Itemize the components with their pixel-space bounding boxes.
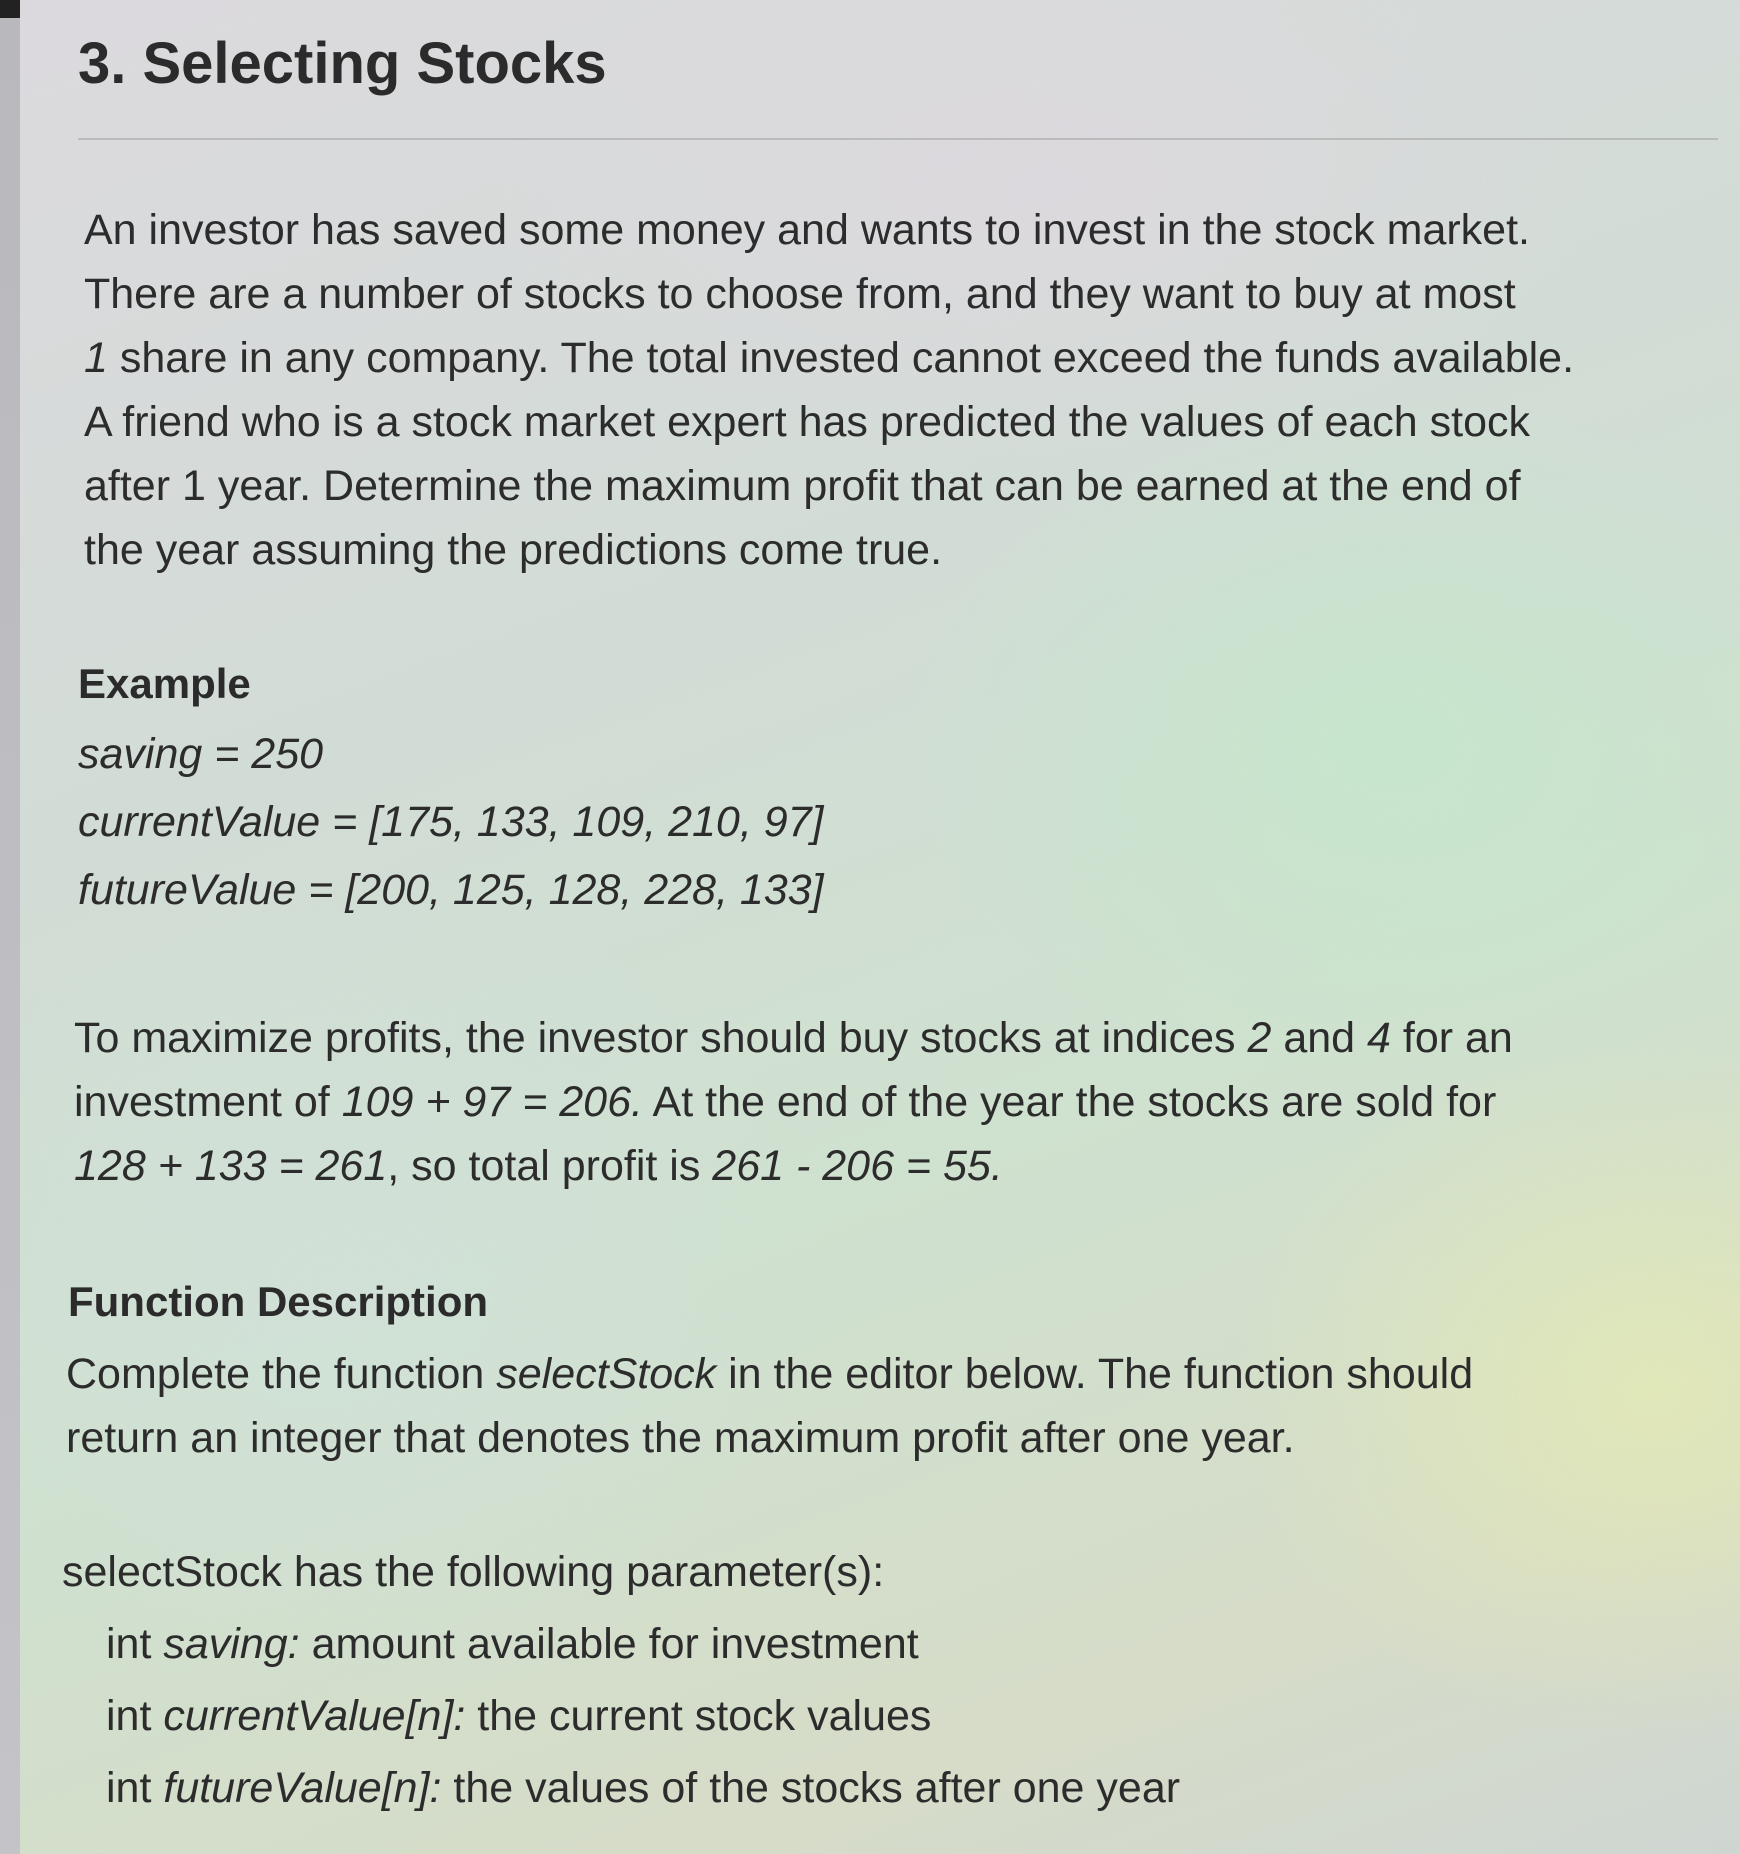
function-description-text <box>66 1342 1726 1470</box>
example-explanation <box>74 1006 1734 1198</box>
problem-intro <box>84 198 1740 582</box>
parameter-item: int saving: amount available for investment <box>106 1620 919 1668</box>
example-future-value: futureValue = [200, 125, 128, 228, 133] <box>78 866 824 914</box>
parameter-name: saving: <box>163 1620 300 1668</box>
parameters-intro: selectStock has the following parameter(s): <box>62 1548 885 1596</box>
explanation-line-1: To maximize profits, the investor should buy stocks at indices 2 and 4 for an <box>74 1014 1513 1062</box>
function-name: selectStock <box>496 1350 717 1398</box>
parameter-item: int currentValue[n]: the current stock values <box>106 1692 932 1740</box>
problem-title: 3. Selecting Stocks <box>78 31 607 96</box>
function-description-line-2: return an integer that denotes the maximum profit after one year. <box>66 1414 1295 1462</box>
left-edge-bar <box>0 0 20 1854</box>
intro-line-1: An investor has saved some money and wants to invest in the stock market. <box>84 206 1530 254</box>
intro-line-5: after 1 year. Determine the maximum profit that can be earned at the end of <box>84 462 1521 510</box>
intro-line-6: the year assuming the predictions come true. <box>84 526 943 574</box>
explanation-line-2: investment of 109 + 97 = 206. At the end of the year the stocks are sold for <box>74 1078 1497 1126</box>
parameter-name: futureValue[n]: <box>163 1764 442 1812</box>
example-saving: saving = 250 <box>78 730 324 778</box>
intro-line-2: There are a number of stocks to choose from, and they want to buy at most <box>84 270 1516 318</box>
function-description-line-1: Complete the function selectStock in the editor below. The function should <box>66 1350 1474 1398</box>
intro-line-4: A friend who is a stock market expert has predicted the values of each stock <box>84 398 1531 446</box>
example-current-value: currentValue = [175, 133, 109, 210, 97] <box>78 798 824 846</box>
explanation-line-3: 128 + 133 = 261, so total profit is 261 - 206 = 55. <box>74 1142 1003 1190</box>
parameter-item: int futureValue[n]: the values of the stocks after one year <box>106 1764 1181 1812</box>
share-count: 1 <box>84 334 108 382</box>
intro-line-3: 1 share in any company. The total invested cannot exceed the funds available. <box>84 334 1575 382</box>
title-divider <box>78 138 1718 140</box>
problem-statement <box>60 0 1720 1854</box>
parameter-name: currentValue[n]: <box>163 1692 466 1740</box>
example-heading: Example <box>78 660 251 707</box>
function-description-heading: Function Description <box>68 1278 488 1325</box>
